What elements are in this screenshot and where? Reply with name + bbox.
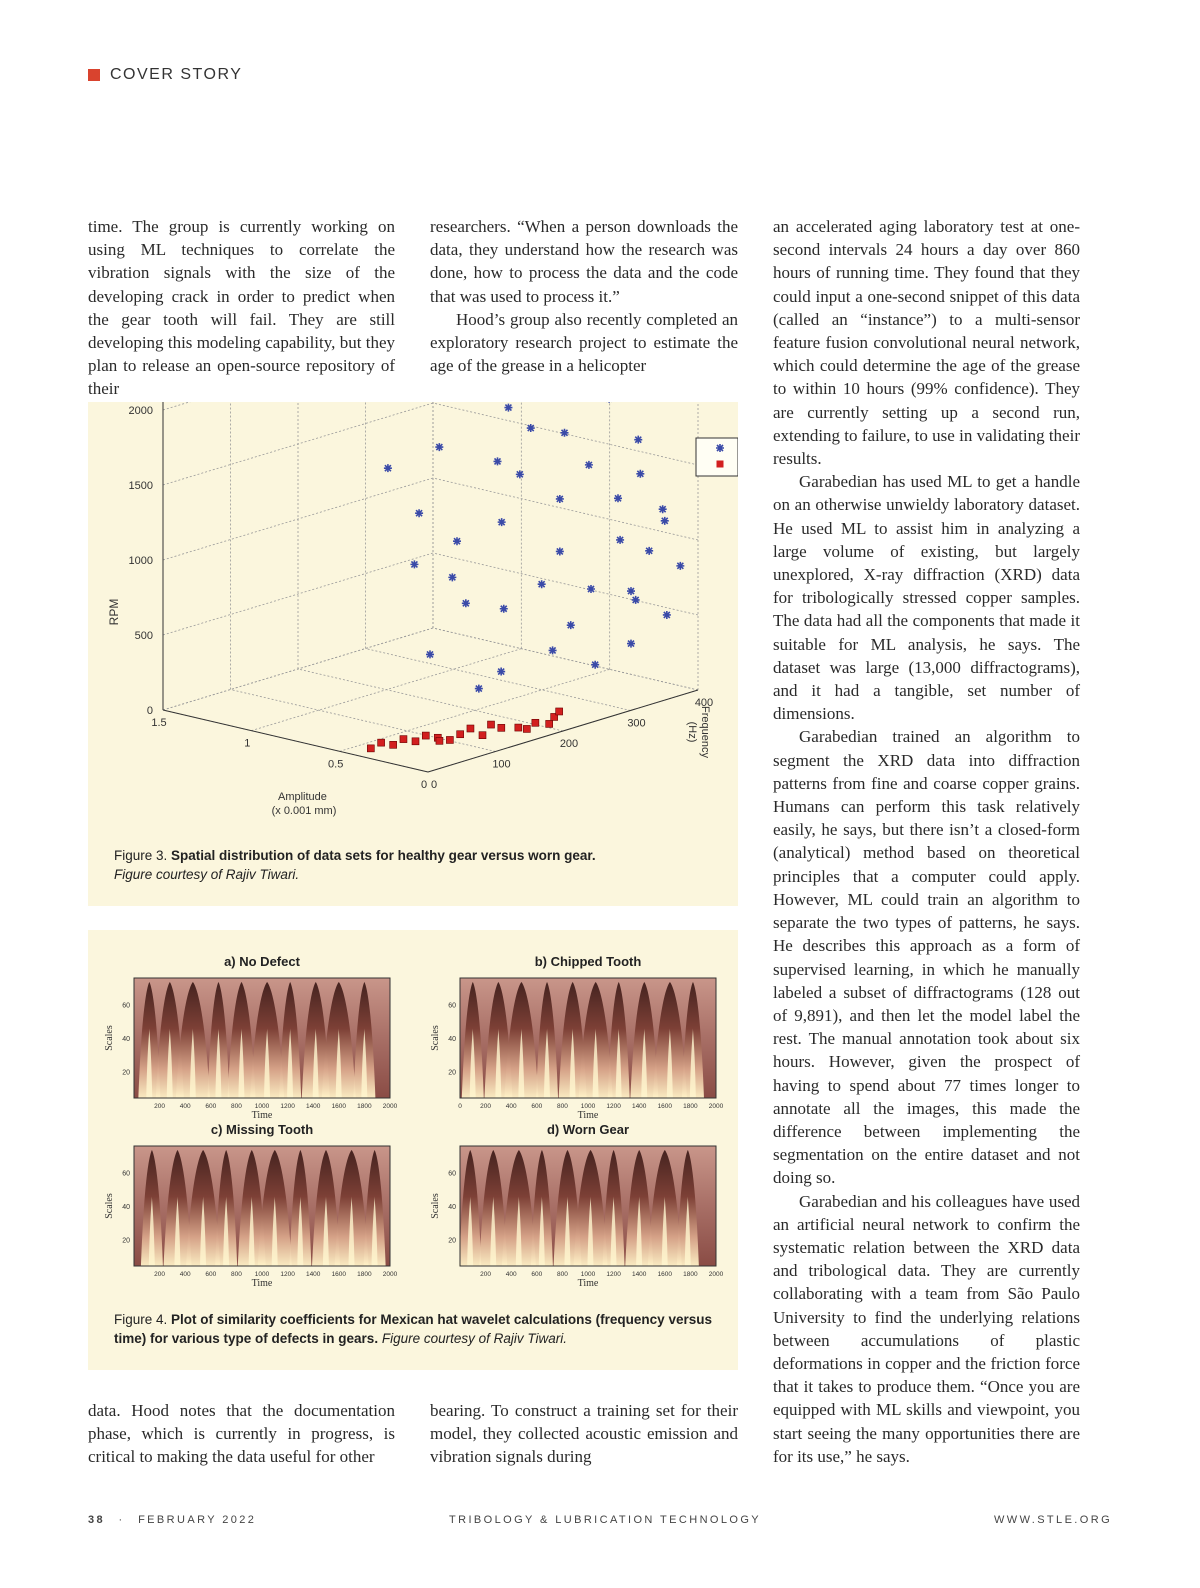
x-tick-label: 1000 <box>580 1103 596 1110</box>
figure-4 <box>88 930 738 1370</box>
data-point-healthy <box>462 599 470 607</box>
x-tick-label: 800 <box>556 1103 568 1110</box>
x-tick-label: 1400 <box>305 1271 321 1278</box>
section-marker-icon <box>88 69 100 81</box>
section-tag <box>88 66 242 84</box>
data-point-healthy <box>605 402 613 403</box>
x-tick-label: 0 <box>458 1103 462 1110</box>
x-tick-label: 800 <box>230 1271 242 1278</box>
data-point-healthy <box>661 517 669 525</box>
y-axis-label: Scales <box>430 1025 441 1051</box>
panel-title: d) Worn Gear <box>546 1122 630 1137</box>
y-tick-label: 500 <box>134 630 153 642</box>
x-tick-label: 1800 <box>683 1271 698 1278</box>
data-point-worn <box>457 731 464 738</box>
publication-name: TRIBOLOGY & LUBRICATION TECHNOLOGY <box>449 1514 762 1526</box>
x-tick-label: 1200 <box>606 1271 621 1278</box>
caption-credit: Figure courtesy of Rajiv Tiwari. <box>114 867 300 882</box>
data-point-healthy <box>498 518 506 526</box>
x-tick-label: 400 <box>505 1271 517 1278</box>
y-tick-label: 60 <box>448 1002 456 1010</box>
panel-title: c) Missing Tooth <box>210 1122 314 1137</box>
x-tick-label: 2000 <box>708 1271 724 1278</box>
scalogram-panel <box>104 954 398 1121</box>
data-point-healthy <box>561 429 569 437</box>
y-tick-label: 60 <box>122 1002 130 1010</box>
paragraph: data. Hood notes that the documentation phase, which is currently in progress, is critical to making the data useful for other <box>88 1401 395 1467</box>
x-tick-label: 2000 <box>708 1103 724 1110</box>
data-point-healthy <box>614 494 622 502</box>
scalogram-panel <box>430 1122 724 1289</box>
data-point-healthy <box>500 605 508 613</box>
x-axis-label: Time <box>251 1110 273 1121</box>
data-point-worn <box>446 736 453 743</box>
y-tick-label: 1500 <box>128 480 153 492</box>
data-point-healthy <box>475 685 483 693</box>
x-tick-label: 400 <box>179 1271 191 1278</box>
figure-3-chart <box>88 402 738 832</box>
data-point-healthy <box>627 587 635 595</box>
chart-legend <box>696 438 738 476</box>
legend-box <box>696 438 738 476</box>
y-tick-label: 40 <box>122 1204 130 1211</box>
data-point-worn <box>378 739 385 746</box>
x-axis-label: Time <box>577 1110 599 1121</box>
column-3 <box>773 215 1080 1468</box>
x-tick-label: 1.5 <box>151 717 167 729</box>
website: WWW.STLE.ORG <box>994 1514 1113 1526</box>
paragraph: bearing. To construct a training set for their model, they collected acoustic emission and vibration signals during <box>430 1401 738 1467</box>
x-tick-label: 1400 <box>631 1271 647 1278</box>
x-tick-label: 200 <box>480 1103 492 1110</box>
x-tick-label: 600 <box>531 1271 543 1278</box>
data-point-healthy <box>556 547 564 555</box>
x-tick-label: 1400 <box>305 1103 321 1110</box>
x-tick-label: 1000 <box>254 1271 270 1278</box>
data-point-worn <box>523 725 530 732</box>
y-axis-label: RPM <box>107 598 121 626</box>
y-tick-label: 40 <box>122 1036 130 1043</box>
paragraph: an accelerated aging laboratory test at one-second intervals 24 hours a day over 860 hours of running time. They found that they could input a one-second snippet of this data (called an “instance”) to a multi-sensor feature fusion convolutional neural network, which could determine the age of the grease to within 10 hours (99% confidence). They are currently setting up a second run, extending to failure, to use in validating their results. <box>773 217 1080 469</box>
paragraph: researchers. “When a person downloads the data, they understand how the research was done, how to process the data and the code that was used to process it.” <box>430 217 738 306</box>
data-point-healthy <box>549 646 557 654</box>
data-point-healthy <box>426 650 434 658</box>
data-point-healthy <box>627 640 635 648</box>
data-point-healthy <box>384 464 392 472</box>
paragraph: Garabedian has used ML to get a handle on an otherwise unwieldy laboratory dataset. He used ML to assist him in analyzing a large volume of existing, but largely unexplored, X-ray diffraction (XRD) data for tribologically stressed copper samples. The data had all the components that made it suitable for ML analysis, he says. The dataset was large (13,000 diffractograms), and it had a tangible, set number of dimensions. <box>773 472 1080 724</box>
data-point-worn <box>467 725 474 732</box>
z-tick-label: 100 <box>492 758 511 771</box>
column-1-top <box>88 215 395 401</box>
x-tick-label: 1600 <box>657 1103 673 1110</box>
y-axis-label: Scales <box>104 1193 115 1219</box>
x-tick-label: 1800 <box>357 1271 372 1278</box>
data-point-healthy <box>538 580 546 588</box>
x-tick-label: 0.5 <box>328 758 344 771</box>
x-tick-label: 600 <box>205 1103 217 1110</box>
x-tick-label: 1600 <box>331 1103 347 1110</box>
data-point-healthy <box>497 668 505 676</box>
data-point-worn <box>532 719 539 726</box>
paragraph: Hood’s group also recently completed an exploratory research project to estimate the age of the grease in a helicopter <box>430 309 738 376</box>
figure-3-caption <box>114 846 724 884</box>
x-tick-label: 1200 <box>280 1103 295 1110</box>
data-point-healthy <box>556 495 564 503</box>
x-tick-label: 1600 <box>331 1271 347 1278</box>
panel-title: b) Chipped Tooth <box>534 954 642 969</box>
data-point-worn <box>436 737 443 744</box>
x-tick-label: 800 <box>556 1271 568 1278</box>
paragraph: Garabedian and his colleagues have used an artificial neural network to confirm the systematic relation between the XRD data and tribological data. They are currently collaborating with a team from São Paulo University to find the underlying relations between accumulations of plastic deformations in copper and the friction force that it takes to produce them. “Once you are equipped with ML skills and viewpoint, you start seeing the many opportunities there are for its use,” he says. <box>773 1191 1080 1466</box>
x-axis-label-line1: Amplitude <box>278 791 327 803</box>
x-tick-label: 400 <box>505 1103 517 1110</box>
data-point-healthy <box>616 536 624 544</box>
x-tick-label: 600 <box>531 1103 543 1110</box>
x-tick-label: 1800 <box>357 1103 372 1110</box>
scalogram-panel <box>430 954 724 1121</box>
paragraph: time. The group is currently working on using ML techniques to correlate the vibration signals with the size of the developing crack in order to predict when the gear tooth will fail. They are still developing this modeling capability, but they plan to release an open-source repository of their <box>88 217 395 399</box>
data-point-worn <box>390 741 397 748</box>
y-tick-label: 20 <box>122 1069 130 1077</box>
column-1-bottom <box>88 1399 395 1469</box>
x-tick-label: 400 <box>179 1103 191 1110</box>
data-point-healthy <box>516 470 524 478</box>
y-tick-label: 40 <box>448 1036 456 1043</box>
x-tick-label: 600 <box>205 1271 217 1278</box>
footer-left <box>88 1514 256 1526</box>
column-2-top <box>430 215 738 377</box>
z-tick-label: 200 <box>559 738 579 750</box>
chart-grid <box>163 402 698 772</box>
z-tick-label: 400 <box>694 697 714 709</box>
data-point-worn <box>367 745 374 752</box>
data-point-healthy <box>645 547 653 555</box>
x-tick-label: 1800 <box>683 1103 698 1110</box>
x-tick-label: 200 <box>154 1103 166 1110</box>
data-point-healthy <box>415 509 423 517</box>
x-tick-label: 200 <box>480 1271 492 1278</box>
data-point-worn <box>556 708 563 715</box>
y-tick-label: 20 <box>448 1069 456 1077</box>
data-point-healthy <box>676 562 684 570</box>
x-axis-label: Time <box>577 1278 599 1289</box>
data-point-healthy <box>591 661 599 669</box>
section-title: COVER STORY <box>110 66 243 83</box>
issue-date: FEBRUARY 2022 <box>138 1514 257 1526</box>
legend-marker-worn <box>717 461 724 468</box>
y-tick-label: 20 <box>448 1237 456 1245</box>
x-tick-label: 2000 <box>382 1103 398 1110</box>
x-tick-label: 1000 <box>254 1103 270 1110</box>
y-axis-label: Scales <box>430 1193 441 1219</box>
data-point-healthy <box>634 436 642 444</box>
data-point-healthy <box>636 470 644 478</box>
caption-title: Spatial distribution of data sets for healthy gear versus worn gear. <box>171 848 596 863</box>
caption-label: Figure 4. <box>114 1312 168 1327</box>
data-point-healthy <box>494 457 502 465</box>
figure-4-scalograms <box>88 930 738 1302</box>
footer-separator: · <box>118 1514 125 1526</box>
x-tick-label: 1200 <box>280 1271 295 1278</box>
data-point-healthy <box>659 505 667 513</box>
caption-label: Figure 3. <box>114 848 168 863</box>
data-point-healthy <box>435 443 443 451</box>
data-point-worn <box>546 720 553 727</box>
scalogram-panel <box>104 1122 398 1289</box>
data-point-healthy <box>587 585 595 593</box>
data-point-healthy <box>453 537 461 545</box>
x-tick-label: 1200 <box>606 1103 621 1110</box>
data-point-healthy <box>567 621 575 629</box>
y-tick-label: 40 <box>448 1204 456 1211</box>
y-tick-label: 1000 <box>128 555 153 567</box>
chart-axes <box>163 402 698 772</box>
x-tick-label: 0 <box>420 779 428 791</box>
data-point-worn <box>422 732 429 739</box>
data-point-healthy <box>632 596 640 604</box>
data-point-healthy <box>716 444 724 452</box>
figure-4-caption <box>114 1310 724 1348</box>
data-point-worn <box>498 724 505 731</box>
x-axis-label-line2: (x 0.001 mm) <box>271 805 337 817</box>
y-tick-label: 0 <box>146 705 153 717</box>
data-point-worn <box>479 732 486 739</box>
data-point-worn <box>515 724 522 731</box>
y-axis-label: Scales <box>104 1025 115 1051</box>
y-tick-label: 60 <box>448 1170 456 1178</box>
data-point-healthy <box>448 573 456 581</box>
caption-title: Plot of similarity coefficients for Mexican hat wavelet calculations (frequency versus time) for various type of defects in gears. <box>114 1312 712 1346</box>
data-point-healthy <box>527 424 535 432</box>
data-point-healthy <box>410 560 418 568</box>
y-tick-label: 2000 <box>128 405 153 417</box>
x-tick-label: 800 <box>230 1103 242 1110</box>
x-tick-label: 1400 <box>631 1103 647 1110</box>
page-number: 38 <box>88 1514 106 1526</box>
column-2-bottom <box>430 1399 738 1469</box>
z-tick-label: 0 <box>430 779 438 791</box>
data-point-worn <box>412 738 419 745</box>
x-tick-label: 2000 <box>382 1271 398 1278</box>
data-point-worn <box>488 721 495 728</box>
panel-title: a) No Defect <box>224 954 300 969</box>
y-tick-label: 20 <box>122 1237 130 1245</box>
x-tick-label: 1600 <box>657 1271 673 1278</box>
caption-credit: Figure courtesy of Rajiv Tiwari. <box>381 1331 568 1346</box>
figure-3 <box>88 402 738 906</box>
data-point-healthy <box>585 461 593 469</box>
x-axis-label <box>272 791 337 817</box>
z-tick-label: 300 <box>627 717 646 730</box>
data-point-worn <box>400 736 407 743</box>
x-tick-label: 1000 <box>580 1271 596 1278</box>
data-point-healthy <box>504 404 512 412</box>
paragraph: Garabedian trained an algorithm to segment the XRD data into diffraction patterns from fine and coarse copper grains. Humans can perform this task relatively easily, he says, but there isn’t a closed-form (analytical) method based on theoretical principles that a computer could apply. However, ML could train an algorithm to separate the two types of patterns, he says. He describes this approach as a form of supervised learning, in which he manually labeled a subset of diffractograms (128 out of 9,891), and then let the model label the rest. The manual annotation took about six hours. However, given the prospect of having to spend about 77 times longer to annotate all the images, this made the difference between implementing the segmentation on the entire dataset and not doing so. <box>773 727 1080 1188</box>
x-tick-label: 1 <box>244 737 251 750</box>
y-tick-label: 60 <box>122 1170 130 1178</box>
data-point-healthy <box>663 611 671 619</box>
x-tick-label: 200 <box>154 1271 166 1278</box>
x-axis-label: Time <box>251 1278 273 1289</box>
z-axis-label: Frequency(Hz) <box>686 706 711 758</box>
